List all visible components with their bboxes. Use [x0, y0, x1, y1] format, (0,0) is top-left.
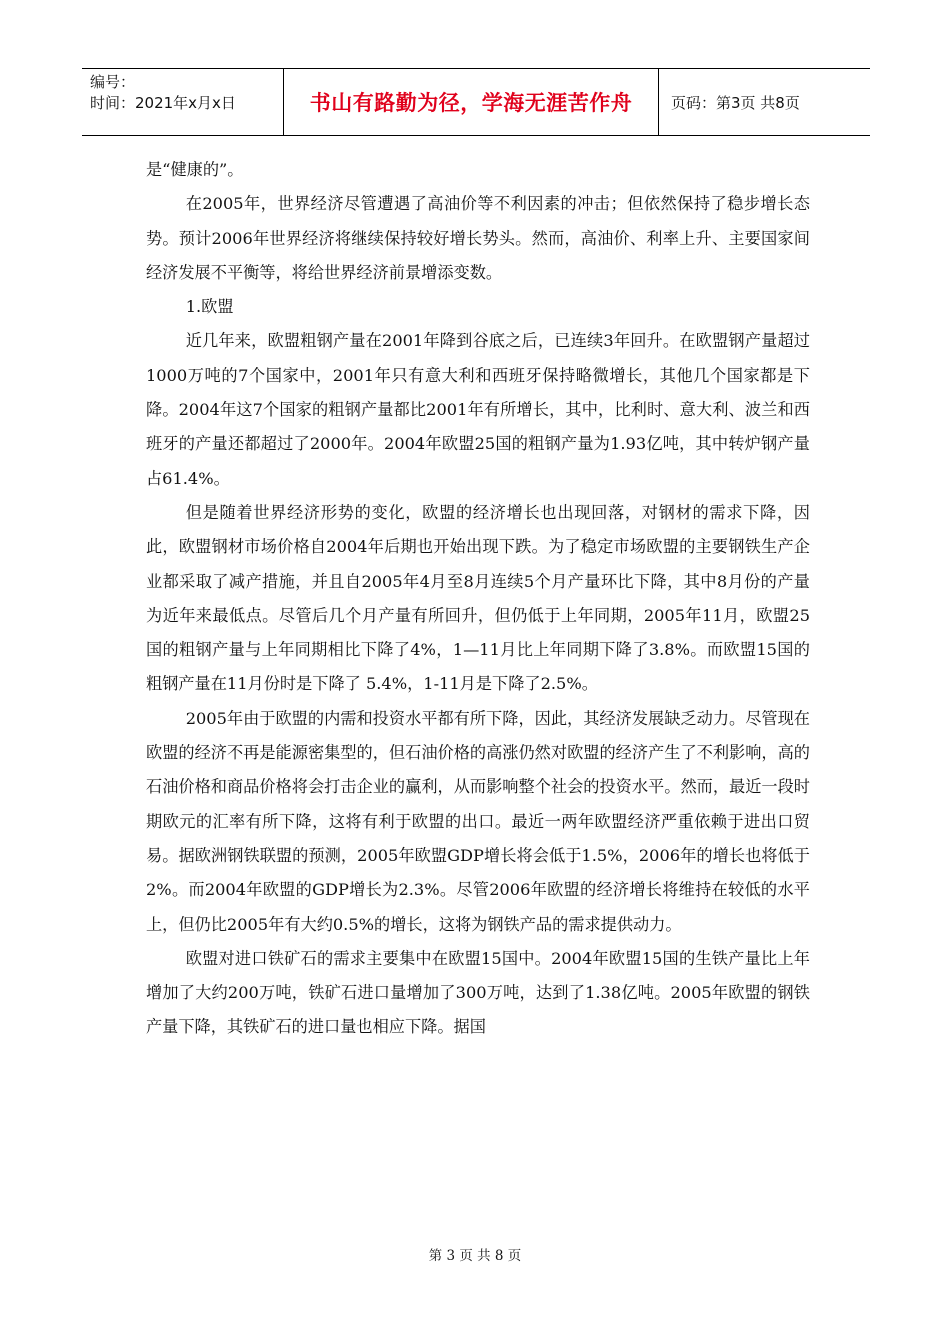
paragraph: 欧盟对进口铁矿石的需求主要集中在欧盟15国中。2004年欧盟15国的生铁产量比上年增加了大约200万吨，铁矿石进口量增加了300万吨，达到了1.38亿吨。2005年欧盟的钢铁产量下降，其铁矿石的进口量也相应下降。据国 — [146, 948, 810, 1037]
header-meta-cell — [82, 69, 284, 135]
page-footer: 第 3 页 共 8 页 — [428, 1248, 522, 1264]
paragraph: 2005年由于欧盟的内需和投资水平都有所下降，因此，其经济发展缺乏动力。尽管现在欧盟的经济不再是能源密集型的，但石油价格的高涨仍然对欧盟的经济产生了不利影响，高的石油价格和商品价格将会打击企业的赢利，从而影响整个社会的投资水平。然而，最近一段时期欧元的汇率有所下降，这将有利于欧盟的出口。最近一两年欧盟经济严重依赖于进出口贸易。据欧洲钢铁联盟的预测，2005年欧盟GDP增长将会低于1.5%，2006年的增长也将低于2%。而2004年欧盟的GDP增长为2.3%。尽管2006年欧盟的经济增长将维持在较低的水平上，但仍比2005年有大约0.5%的增长，这将为钢铁产品的需求提供动力。 — [146, 708, 810, 934]
paragraph: 在2005年，世界经济尽管遭遇了高油价等不利因素的冲击；但依然保持了稳步增长态势。预计2006年世界经济将继续保持较好增长势头。然而，高油价、利率上升、主要国家间经济发展不平衡等，将给世界经济前景增添变数。 — [146, 194, 810, 282]
document-date-label: 时间：2021年x月x日 — [90, 94, 236, 112]
page-header — [82, 68, 870, 136]
document-body — [146, 153, 810, 1045]
section-heading: 1.欧盟 — [185, 297, 234, 317]
paragraph-continuation: 是“健康的”。 — [146, 160, 244, 179]
header-page-info: 页码：第3页 共8页 — [671, 93, 800, 112]
paragraph: 但是随着世界经济形势的变化，欧盟的经济增长也出现回落，对钢材的需求下降，因此，欧盟钢材市场价格自2004年后期也开始出现下跌。为了稳定市场欧盟的主要钢铁生产企业都采取了减产措施，并且自2005年4月至8月连续5个月产量环比下降，其中8月份的产量为近年来最低点。尽管后几个月产量有所回升，但仍低于上年同期，2005年11月，欧盟25国的粗钢产量与上年同期相比下降了4%，1—11月比上年同期下降了3.8%。而欧盟15国的粗钢产量在11月份时是下降了 5.4%，1-11月是下降了2.5%。 — [146, 502, 810, 694]
header-motto: 书山有路勤为径，学海无涯苦作舟 — [284, 69, 659, 135]
document-number-label: 编号： — [90, 73, 136, 91]
paragraph: 近几年来，欧盟粗钢产量在2001年降到谷底之后，已连续3年回升。在欧盟钢产量超过1000万吨的7个国家中，2001年只有意大利和西班牙保持略微增长，其他几个国家都是下降。2004年这7个国家的粗钢产量都比2001年有所增长，其中，比利时、意大利、波兰和西班牙的产量还都超过了2000年。2004年欧盟25国的粗钢产量为1.93亿吨，其中转炉钢产量占61.4%。 — [146, 331, 810, 488]
